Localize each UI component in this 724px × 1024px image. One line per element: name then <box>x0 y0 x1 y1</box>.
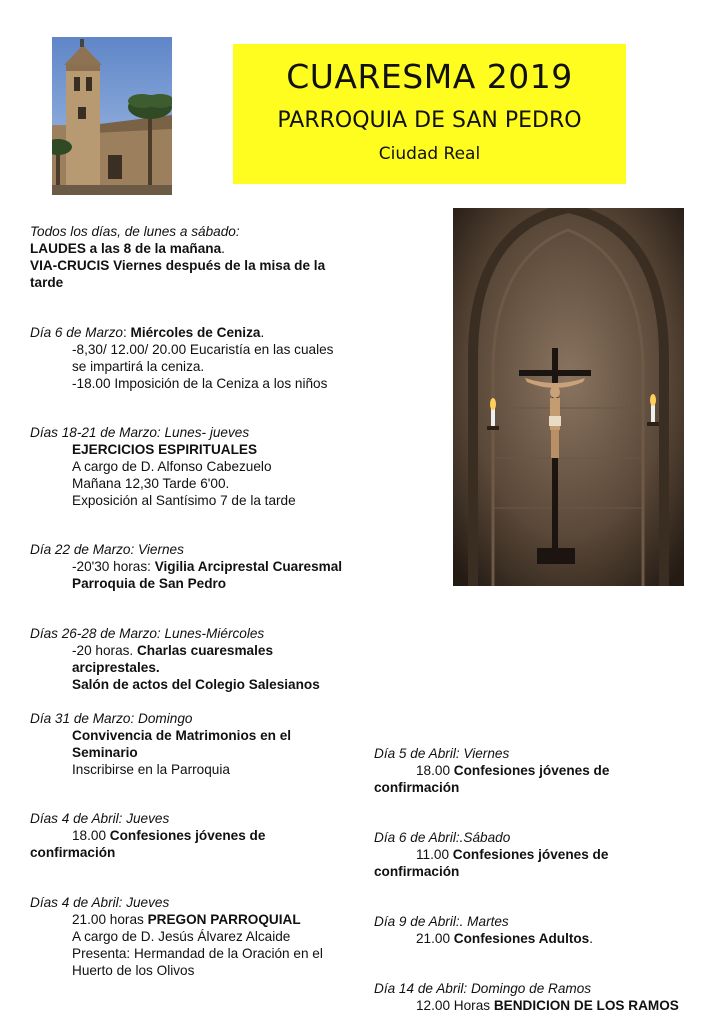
ceniza-event: Miércoles de Ceniza <box>130 325 261 340</box>
confesiones-1-time: 18.00 <box>72 828 110 843</box>
pregon-section <box>30 894 390 979</box>
ramos-time: 12.00 Horas <box>416 998 494 1013</box>
charlas-place: Salón de actos del Colegio Salesianos <box>72 677 320 692</box>
charlas-event: Charlas cuaresmales <box>136 643 274 658</box>
confesiones-1-heading: Días 4 de Abril: Jueves <box>30 811 170 826</box>
laudes-text: LAUDES a las 8 de la mañana <box>30 241 222 256</box>
vigilia-heading: Día 22 de Marzo: Viernes <box>30 542 184 557</box>
confesiones-3-event-2: confirmación <box>374 864 460 879</box>
charlas-time: -20 horas. <box>72 643 137 658</box>
vigilia-section <box>30 541 390 592</box>
charlas-event-2: arciprestales. <box>72 660 160 675</box>
daily-schedule: Todos los días, de lunes a sábado: LAUDES a las 8 de la mañana. VIA-CRUCIS Viernes después de la misa de la tarde <box>30 223 360 291</box>
ejercicios-title: EJERCICIOS ESPIRITUALES <box>72 442 258 457</box>
confesiones-3-event: Confesiones jóvenes de <box>452 847 609 862</box>
pregon-heading: Días 4 de Abril: Jueves <box>30 895 170 910</box>
confesiones-2-heading: Día 5 de Abril: Viernes <box>374 746 510 761</box>
ejercicios-line-1: A cargo de D. Alfonso Cabezuelo <box>72 459 272 474</box>
city-name: Ciudad Real <box>378 144 481 164</box>
confesiones-4-section: Día 9 de Abril:. Martes 21.00 Confesiones Adultos. <box>374 913 704 947</box>
pregon-line-2: Presenta: Hermandad de la Oración en el <box>72 946 323 961</box>
ejercicios-heading: Días 18-21 de Marzo: Lunes- jueves <box>30 425 250 440</box>
vigilia-event: Vigilia Arciprestal Cuaresmal <box>154 559 343 574</box>
title-box <box>233 44 626 184</box>
pregon-time: 21.00 horas <box>72 912 148 927</box>
ramos-event: BENDICION DE LOS RAMOS <box>493 998 679 1013</box>
crucifix-photo <box>453 208 684 586</box>
parish-name: PARROQUIA DE SAN PEDRO <box>277 108 582 133</box>
confesiones-4-event: Confesiones Adultos <box>453 931 590 946</box>
charlas-section <box>30 625 390 693</box>
confesiones-4-heading: Día 9 de Abril:. Martes <box>374 914 509 929</box>
ceniza-date: Día 6 de Marzo <box>30 325 123 340</box>
confesiones-2-event: Confesiones jóvenes de <box>453 763 610 778</box>
ejercicios-section <box>30 424 390 509</box>
convivencia-heading: Día 31 de Marzo: Domingo <box>30 711 193 726</box>
ramos-section <box>374 980 714 1014</box>
ceniza-line-2: se impartirá la ceniza. <box>72 359 205 374</box>
ceniza-line-3: -18.00 Imposición de la Ceniza a los niños <box>72 376 328 391</box>
convivencia-note: Inscribirse en la Parroquia <box>72 762 230 777</box>
confesiones-2-section <box>374 745 704 796</box>
convivencia-event-1: Convivencia de Matrimonios en el <box>72 728 292 743</box>
ceniza-section: Día 6 de Marzo: Miércoles de Ceniza. -8,30/ 12.00/ 20.00 Eucaristía en las cuales se impartirá la ceniza. -18.00 Imposición de la Ceniza a los niños <box>30 324 390 392</box>
church-tower-photo <box>52 37 172 195</box>
confesiones-4-time: 21.00 <box>416 931 454 946</box>
ejercicios-line-3: Exposición al Santísimo 7 de la tarde <box>72 493 296 508</box>
page-title: CUARESMA 2019 <box>286 57 573 96</box>
confesiones-2-time: 18.00 <box>416 763 454 778</box>
confesiones-3-heading: Día 6 de Abril:.Sábado <box>374 830 511 845</box>
ceniza-line-1: -8,30/ 12.00/ 20.00 Eucaristía en las cuales <box>72 342 334 357</box>
convivencia-event-2: Seminario <box>72 745 138 760</box>
charlas-heading: Días 26-28 de Marzo: Lunes-Miércoles <box>30 626 265 641</box>
pregon-line-1: A cargo de D. Jesús Álvarez Alcaide <box>72 929 291 944</box>
confesiones-1-section <box>30 810 370 861</box>
viacrucis-text: VIA-CRUCIS Viernes después de la misa de la tarde <box>30 258 326 290</box>
confesiones-1-event-2: confirmación <box>30 845 116 860</box>
pregon-line-3: Huerto de los Olivos <box>72 963 195 978</box>
vigilia-place: Parroquia de San Pedro <box>72 576 227 591</box>
confesiones-1-event: Confesiones jóvenes de <box>109 828 266 843</box>
confesiones-3-section <box>374 829 704 880</box>
daily-heading: Todos los días, de lunes a sábado: <box>30 224 240 239</box>
convivencia-section <box>30 710 390 778</box>
pregon-event: PREGON PARROQUIAL <box>147 912 301 927</box>
ejercicios-line-2: Mañana 12,30 Tarde 6'00. <box>72 476 230 491</box>
ramos-heading: Día 14 de Abril: Domingo de Ramos <box>374 981 592 996</box>
vigilia-time: -20'30 horas: <box>72 559 155 574</box>
confesiones-3-time: 11.00 <box>416 847 453 862</box>
confesiones-2-event-2: confirmación <box>374 780 460 795</box>
